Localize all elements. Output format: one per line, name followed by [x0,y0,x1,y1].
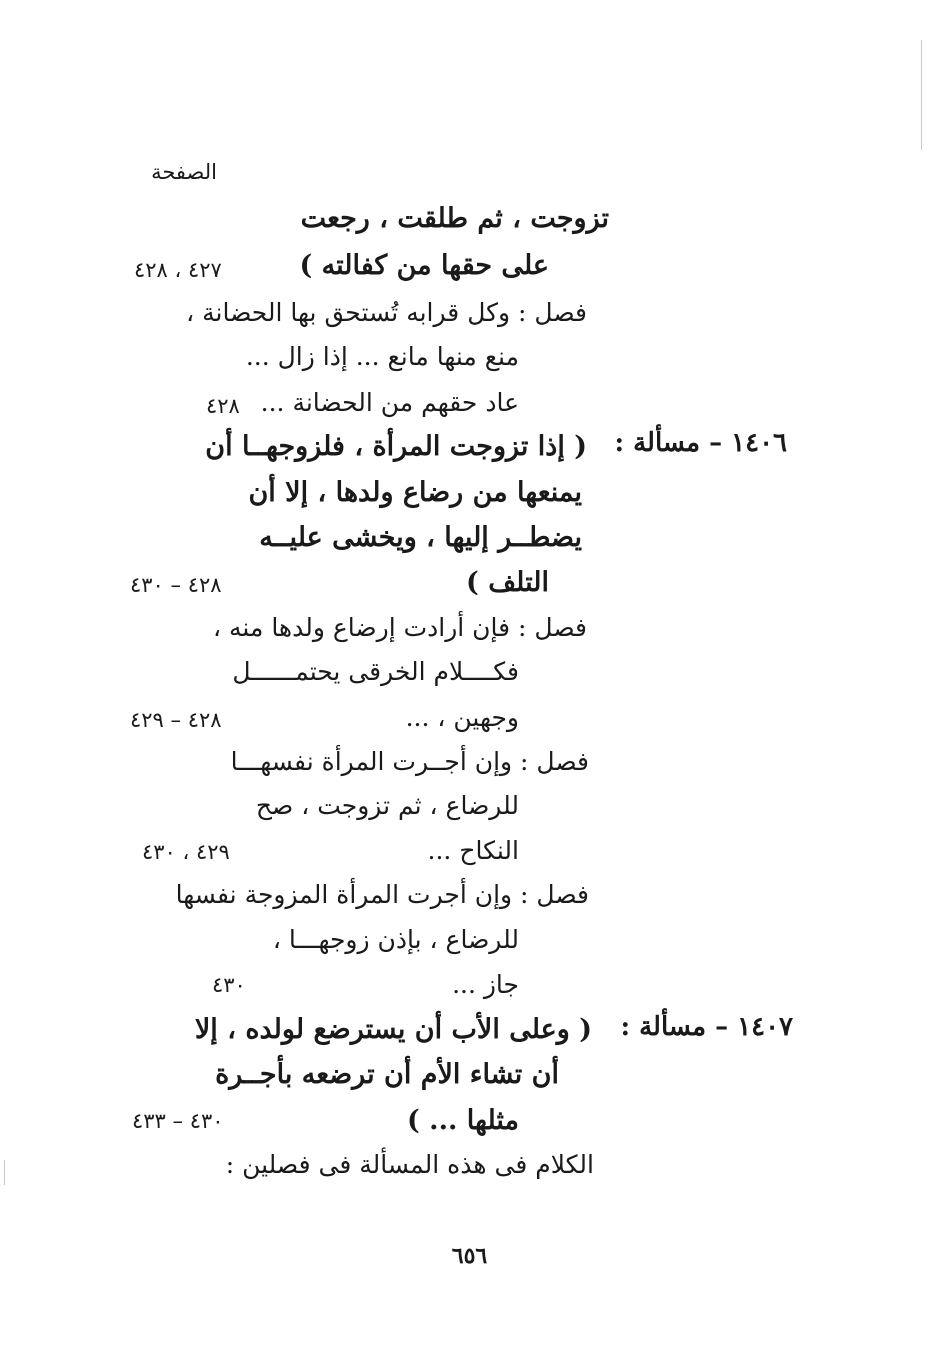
page-column-header: الصفحة [151,160,217,184]
page-ref: ٤٢٨ [206,394,240,418]
scan-edge-mark [4,1160,5,1185]
entry-line: فصل : وكل قرابه تُستحق بها الحضانة ، [186,298,587,327]
entry-line: ( إذا تزوجت المرأة ، فلزوجهــا أن [205,431,587,462]
entry-line: فصل : وإن أجــرت المرأة نفسهـــا [230,747,589,776]
entry-line: فصل : فإن أرادت إرضاع ولدها منه ، [213,613,587,642]
page-number: ٦٥٦ [451,1243,488,1269]
entry-line: التلف ) [466,567,549,598]
entry-line: يضطــر إليها ، ويخشى عليــه [259,522,582,553]
entry-line: يمنعها من رضاع ولدها ، إلا أن [248,477,582,508]
page-ref: ٤٣٠ – ٤٣٣ [132,1109,224,1133]
entry-line: أن تشاء الأم أن ترضعه بأجــرة [215,1059,559,1090]
entry-line: وجهين ، ... [405,703,519,732]
entry-line: جاز ... [452,970,519,999]
page-ref: ٤٢٧ ، ٤٢٨ [134,258,222,282]
entry-line: على حقها من كفالته ) [299,250,549,281]
entry-line: عاد حقهم من الحضانة ... [260,388,519,417]
page-ref: ٤٢٩ ، ٤٣٠ [142,840,230,864]
entry-line: فصل : وإن أجرت المرأة المزوجة نفسها [175,880,589,909]
entry-line: منع منها مانع ... إذا زال ... [245,342,519,371]
issue-number: ١٤٠٧ – مسألة : [620,1012,793,1042]
entry-line: الكلام فى هذه المسألة فى فصلين : [225,1150,594,1179]
entry-line: مثلها ... ) [407,1105,519,1136]
entry-line: للرضاع ، ثم تزوجت ، صح [255,791,519,820]
page-ref: ٤٢٨ – ٤٣٠ [130,573,222,597]
entry-line: فكــــلام الخرقى يحتمــــــل [232,657,519,686]
scan-edge-mark [921,40,922,150]
entry-line: للرضاع ، بإذن زوجهـــا ، [272,925,519,954]
entry-line: تزوجت ، ثم طلقت ، رجعت [300,203,609,234]
page-ref: ٤٢٨ – ٤٢٩ [130,708,222,732]
page-ref: ٤٣٠ [212,973,246,997]
entry-line: ( وعلى الأب أن يسترضع لولده ، إلا [194,1014,592,1045]
issue-number: ١٤٠٦ – مسألة : [614,428,787,458]
entry-line: النكاح ... [427,836,519,865]
